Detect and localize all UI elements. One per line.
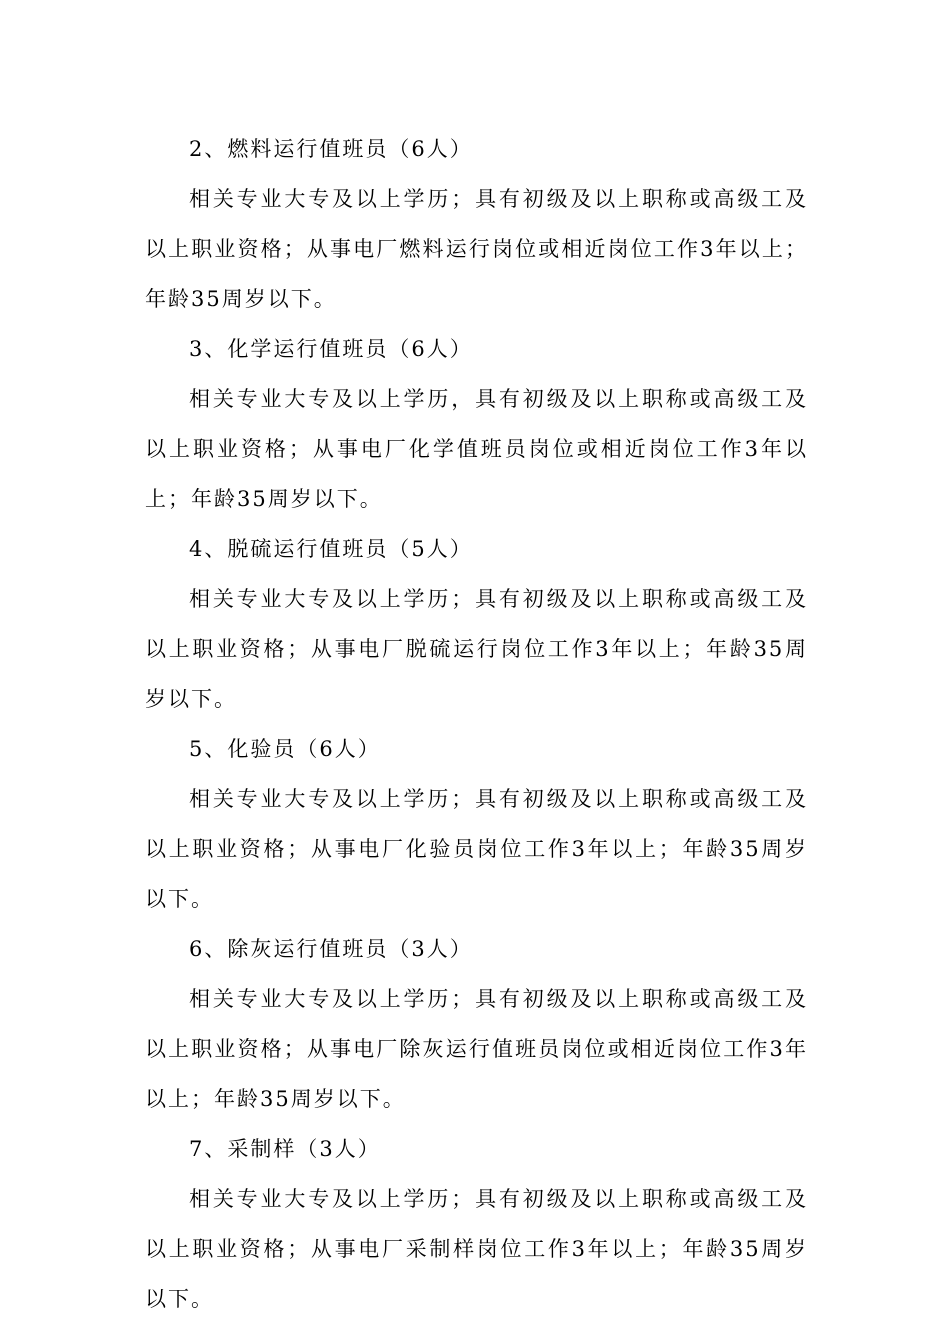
- position-title: 7、采制样（3人）: [189, 1137, 381, 1161]
- position-title: 2、燃料运行值班员（6人）: [189, 137, 473, 161]
- position-requirements: 相关专业大专及以上学历；具有初级及以上职称或高级工及以上职业资格；从事电厂脱硫运行岗位工作3年以上；年龄35周岁以下。: [145, 587, 808, 711]
- position-title: 3、化学运行值班员（6人）: [189, 337, 473, 361]
- position-section-4: [145, 524, 808, 724]
- position-section-2: [145, 124, 808, 324]
- position-section-3: [145, 324, 808, 524]
- position-requirements: 相关专业大专及以上学历，具有初级及以上职称或高级工及以上职业资格；从事电厂化学值班员岗位或相近岗位工作3年以上；年龄35周岁以下。: [145, 387, 808, 511]
- position-title: 4、脱硫运行值班员（5人）: [189, 537, 473, 561]
- position-section-6: [145, 924, 808, 1124]
- position-requirements: 相关专业大专及以上学历；具有初级及以上职称或高级工及以上职业资格；从事电厂燃料运行岗位或相近岗位工作3年以上；年龄35周岁以下。: [145, 187, 808, 311]
- position-requirements: 相关专业大专及以上学历；具有初级及以上职称或高级工及以上职业资格；从事电厂除灰运行值班员岗位或相近岗位工作3年以上；年龄35周岁以下。: [145, 987, 808, 1111]
- position-title: 6、除灰运行值班员（3人）: [189, 937, 473, 961]
- position-requirements: 相关专业大专及以上学历；具有初级及以上职称或高级工及以上职业资格；从事电厂化验员岗位工作3年以上；年龄35周岁以下。: [145, 787, 808, 911]
- position-section-7: [145, 1124, 808, 1324]
- position-section-5: [145, 724, 808, 924]
- document-content: [145, 124, 808, 1324]
- position-requirements: 相关专业大专及以上学历；具有初级及以上职称或高级工及以上职业资格；从事电厂采制样岗位工作3年以上；年龄35周岁以下。: [145, 1187, 808, 1311]
- position-title: 5、化验员（6人）: [189, 737, 381, 761]
